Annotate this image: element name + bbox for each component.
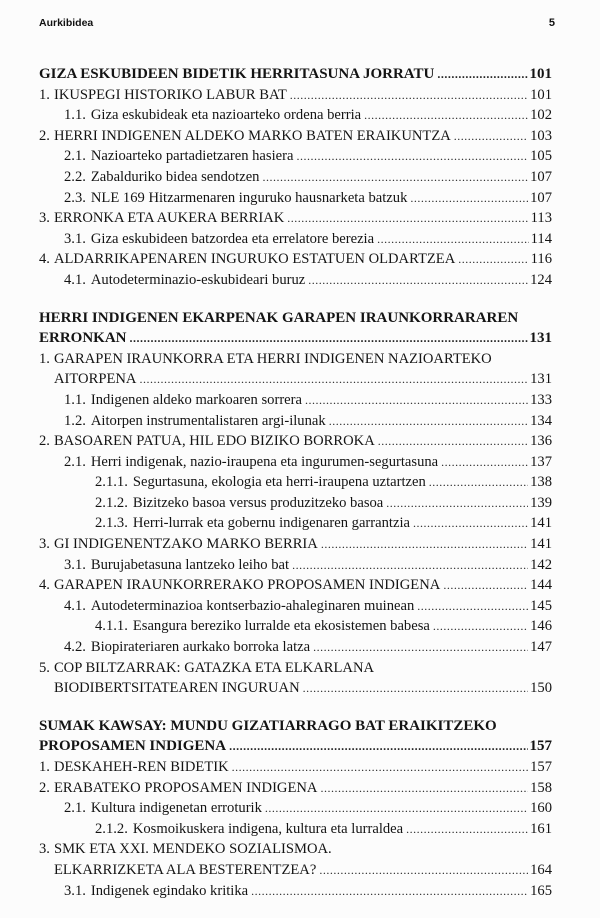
entry-page-number: 157	[530, 759, 552, 775]
toc-entry[interactable]	[39, 208, 552, 229]
entry-number: 2.1.1.	[95, 474, 128, 491]
entry-title	[95, 513, 410, 534]
entry-text: Kosmoikuskera indigena, kultura eta lurraldea	[132, 820, 404, 837]
part-heading-text: ERRONKAN	[39, 330, 127, 347]
part-heading-line[interactable]	[39, 308, 552, 329]
entry-page-number: 103	[530, 127, 552, 144]
entry-page-number: 141	[530, 515, 552, 532]
entry-title	[39, 736, 226, 757]
toc-entry[interactable]	[39, 126, 552, 147]
entry-title	[95, 616, 430, 637]
part-heading-text: SUMAK KAWSAY: MUNDU GIZATIARRAGO BAT ERAIKITZEKO	[39, 717, 497, 734]
dot-leader	[262, 167, 528, 188]
entry-text: Zabalduriko bidea sendotzen	[90, 168, 260, 185]
dot-leader	[417, 596, 528, 617]
entry-page-number: 131	[529, 330, 552, 347]
toc-entry[interactable]	[39, 146, 552, 167]
entry-text: BASOAREN PATUA, HIL EDO BIZIKO BORROKA	[53, 433, 375, 450]
entry-number: 1.1.	[64, 107, 86, 124]
entry-text: Aitorpen instrumentalistaren argi-ilunak	[90, 412, 326, 429]
entry-number: 2.	[39, 433, 50, 450]
dot-leader	[292, 555, 528, 576]
dot-leader	[265, 798, 528, 819]
entry-text: Segurtasuna, ekologia eta herri-iraupena uztartzen	[132, 474, 426, 491]
entry-number: 1.2.	[64, 412, 86, 429]
entry-title	[54, 678, 300, 699]
entry-text: DESKAHEH-REN BIDETIK	[53, 759, 229, 775]
entry-number: 2.1.2.	[95, 820, 128, 837]
entry-text: Kultura indigenetan erroturik	[90, 800, 262, 817]
entry-number: 1.	[39, 759, 50, 775]
dot-leader	[386, 493, 528, 514]
entry-title	[64, 390, 302, 411]
entry-text: Giza eskubideen batzordea eta errelatore berezia	[90, 230, 375, 247]
toc-entry[interactable]	[39, 390, 552, 411]
entry-page-number: 105	[530, 148, 552, 165]
entry-number: 1.1.	[64, 391, 86, 408]
entry-number: 2.1.	[64, 800, 86, 817]
toc-entry-line[interactable]	[39, 658, 552, 679]
running-head	[39, 17, 555, 29]
toc-entry[interactable]	[39, 452, 552, 473]
entry-number: 4.1.1.	[95, 618, 128, 635]
toc-entry[interactable]	[39, 575, 552, 596]
entry-text: BIODIBERTSITATEAREN INGURUAN	[54, 680, 300, 697]
dot-leader	[406, 819, 528, 840]
entry-page-number: 147	[530, 639, 552, 656]
page-number: 5	[548, 17, 555, 29]
part-heading-text: GIZA ESKUBIDEEN BIDETIK HERRITASUNA JORRATU	[39, 66, 435, 82]
dot-leader	[130, 328, 528, 349]
dot-leader	[329, 411, 528, 432]
dot-leader	[454, 126, 528, 147]
entry-title	[39, 328, 127, 349]
toc-entry[interactable]	[39, 249, 552, 270]
entry-title	[39, 575, 440, 596]
entry-number: 2.3.	[64, 189, 86, 206]
entry-page-number: 164	[530, 861, 552, 878]
dot-leader	[290, 85, 528, 106]
entry-number: 2.	[39, 127, 50, 144]
entry-title	[39, 208, 284, 229]
entry-title	[64, 270, 305, 291]
dot-leader	[320, 778, 528, 799]
entry-number: 2.2.	[64, 168, 86, 185]
entry-text: Autodeterminazio-eskubideari buruz	[90, 271, 306, 288]
entry-page-number: 124	[530, 271, 552, 288]
toc-entry[interactable]	[39, 778, 552, 799]
entry-title	[95, 472, 426, 493]
entry-text: GARAPEN IRAUNKORRERAKO PROPOSAMEN INDIGENA	[53, 577, 441, 594]
toc-entry[interactable]	[39, 188, 552, 209]
entry-page-number: 144	[530, 577, 552, 594]
dot-leader	[139, 369, 528, 390]
dot-leader	[429, 472, 528, 493]
running-head-title: Aurkibidea	[39, 17, 94, 29]
entry-title	[64, 637, 310, 658]
part-heading-text: PROPOSAMEN INDIGENA	[39, 738, 227, 755]
entry-text: ELKARRIZKETA ALA BESTERENTZEA?	[54, 861, 317, 878]
part-heading-line[interactable]	[39, 716, 552, 737]
toc-part	[39, 716, 552, 901]
dot-leader	[437, 64, 527, 85]
entry-title	[95, 819, 403, 840]
dot-leader	[364, 105, 528, 126]
entry-page-number: 138	[530, 474, 552, 491]
entry-text: Biopirateriaren aurkako borroka latza	[90, 639, 311, 656]
entry-page-number: 150	[530, 680, 552, 697]
entry-text: Herri-lurrak eta gobernu indigenaren garrantzia	[132, 515, 410, 532]
entry-title	[39, 757, 229, 778]
toc-entry[interactable]	[39, 513, 552, 534]
entry-number: 3.1.	[64, 556, 86, 573]
toc-entry[interactable]	[39, 472, 552, 493]
entry-title	[64, 188, 407, 209]
dot-leader	[410, 188, 528, 209]
entry-title	[39, 249, 455, 270]
toc-entry[interactable]	[39, 229, 552, 250]
toc-entry[interactable]	[39, 493, 552, 514]
toc-entry[interactable]	[39, 616, 552, 637]
dot-leader	[441, 452, 528, 473]
toc-entry[interactable]	[39, 637, 552, 658]
entry-title	[64, 881, 248, 902]
entry-page-number: 133	[530, 391, 552, 408]
entry-page-number: 141	[530, 536, 552, 553]
dot-leader	[305, 390, 528, 411]
toc-entry[interactable]	[39, 270, 552, 291]
entry-text: Autodeterminazioa kontserbazio-ahaleginaren muinean	[90, 597, 415, 614]
dot-leader	[319, 860, 528, 881]
entry-title	[64, 167, 259, 188]
entry-number: 4.1.	[64, 597, 86, 614]
dot-leader	[303, 678, 528, 699]
dot-leader	[443, 575, 528, 596]
dot-leader	[378, 431, 528, 452]
entry-page-number: 165	[530, 882, 552, 899]
entry-page-number: 158	[530, 779, 552, 796]
dot-leader	[377, 229, 529, 250]
toc-entry[interactable]	[39, 798, 552, 819]
toc-entry[interactable]	[39, 555, 552, 576]
entry-title	[64, 229, 374, 250]
toc-entry[interactable]	[39, 678, 552, 699]
table-of-contents	[39, 64, 552, 918]
entry-title	[95, 493, 383, 514]
entry-page-number: 101	[529, 66, 552, 82]
entry-page-number: 145	[530, 597, 552, 614]
entry-title	[54, 369, 136, 390]
dot-leader	[251, 881, 528, 902]
toc-entry[interactable]	[39, 534, 552, 555]
entry-title	[64, 452, 438, 473]
toc-entry[interactable]	[39, 860, 552, 881]
dot-leader	[313, 637, 528, 658]
entry-number: 3.	[39, 841, 50, 858]
entry-text: HERRI INDIGENEN ALDEKO MARKO BATEN ERAIKUNTZA	[53, 127, 451, 144]
entry-title	[39, 126, 451, 147]
entry-text: ERABATEKO PROPOSAMEN INDIGENA	[53, 779, 318, 796]
entry-title	[54, 860, 316, 881]
entry-number: 4.2.	[64, 639, 86, 656]
entry-text: Nazioarteko partadietzaren hasiera	[90, 148, 294, 165]
dot-leader	[308, 270, 528, 291]
toc-entry[interactable]	[39, 757, 552, 778]
entry-title	[64, 146, 293, 167]
toc-entry[interactable]	[39, 85, 552, 106]
dot-leader	[232, 757, 528, 778]
entry-page-number: 107	[530, 168, 552, 185]
entry-title	[64, 555, 289, 576]
entry-title	[64, 411, 326, 432]
entry-text: GI INDIGENENTZAKO MARKO BERRIA	[53, 536, 318, 553]
entry-number: 3.	[39, 210, 50, 227]
entry-text: ERRONKA ETA AUKERA BERRIAK	[53, 210, 285, 227]
entry-page-number: 113	[530, 210, 552, 227]
entry-text: Burujabetasuna lantzeko leiho bat	[90, 556, 290, 573]
entry-number: 4.1.	[64, 271, 86, 288]
toc-entry[interactable]	[39, 881, 552, 902]
entry-text: NLE 169 Hitzarmenaren inguruko hausnarketa batzuk	[90, 189, 408, 206]
entry-number: 2.1.3.	[95, 515, 128, 532]
toc-part	[39, 64, 552, 291]
entry-number: 3.	[39, 536, 50, 553]
entry-page-number: 116	[530, 251, 552, 268]
entry-number: 2.	[39, 779, 50, 796]
entry-text: COP BILTZARRAK: GATAZKA ETA ELKARLANA	[53, 659, 375, 676]
toc-part	[39, 308, 552, 699]
entry-number: 4.	[39, 251, 50, 268]
dot-leader	[287, 208, 528, 229]
toc-entry[interactable]	[39, 369, 552, 390]
dot-leader	[433, 616, 528, 637]
entry-text: Indigenen aldeko markoaren sorrera	[90, 391, 302, 408]
entry-title	[64, 798, 262, 819]
entry-page-number: 142	[530, 556, 552, 573]
dot-leader	[321, 534, 528, 555]
dot-leader	[229, 736, 527, 757]
entry-text: Esangura bereziko lurralde eta ekosistemen babesa	[132, 618, 430, 635]
entry-number: 1.	[39, 86, 50, 103]
entry-page-number: 107	[530, 189, 552, 206]
entry-number: 2.1.2.	[95, 494, 128, 511]
entry-number: 2.1.	[64, 148, 86, 165]
entry-number: 5.	[39, 659, 50, 676]
entry-text: Indigenek egindako kritika	[90, 882, 249, 899]
toc-entry[interactable]	[39, 819, 552, 840]
entry-number: 3.1.	[64, 882, 86, 899]
entry-page-number: 102	[530, 107, 552, 124]
entry-text: Herri indigenak, nazio-iraupena eta ingurumen-segurtasuna	[90, 453, 439, 470]
entry-text: ALDARRIKAPENAREN INGURUKO ESTATUEN OLDARTZEA	[53, 251, 456, 268]
entry-text: Bizitzeko basoa versus produzitzeko basoa	[132, 494, 384, 511]
toc-entry[interactable]	[39, 596, 552, 617]
toc-entry-line[interactable]	[39, 349, 552, 370]
entry-page-number: 146	[530, 618, 552, 635]
toc-entry[interactable]	[39, 431, 552, 452]
dot-leader	[458, 249, 528, 270]
entry-page-number: 137	[530, 453, 552, 470]
dot-leader	[296, 146, 528, 167]
entry-title	[39, 85, 287, 106]
entry-page-number: 139	[530, 494, 552, 511]
toc-entry[interactable]	[39, 167, 552, 188]
entry-text: GARAPEN IRAUNKORRA ETA HERRI INDIGENEN NAZIOARTEKO	[53, 350, 492, 367]
entry-page-number: 136	[530, 433, 552, 450]
entry-page-number: 160	[530, 800, 552, 817]
entry-page-number: 101	[530, 86, 552, 103]
part-heading[interactable]	[39, 736, 552, 757]
toc-entry[interactable]	[39, 411, 552, 432]
entry-number: 2.1.	[64, 453, 86, 470]
entry-title	[39, 778, 317, 799]
entry-title	[39, 64, 434, 85]
entry-page-number: 134	[530, 412, 552, 429]
entry-number: 3.1.	[64, 230, 86, 247]
entry-title	[64, 105, 361, 126]
part-heading-text: HERRI INDIGENEN EKARPENAK GARAPEN IRAUNKORRARAREN	[39, 309, 519, 326]
entry-text: IKUSPEGI HISTORIKO LABUR BAT	[53, 86, 287, 103]
entry-page-number: 114	[530, 230, 552, 247]
entry-text: Giza eskubideak eta nazioarteko ordena berria	[90, 107, 362, 124]
toc-entry[interactable]	[39, 105, 552, 126]
entry-page-number: 157	[529, 738, 552, 755]
entry-number: 4.	[39, 577, 50, 594]
entry-page-number: 161	[530, 820, 552, 837]
entry-page-number: 131	[530, 371, 552, 388]
part-heading[interactable]	[39, 328, 552, 349]
toc-entry-line[interactable]	[39, 839, 552, 860]
entry-text: AITORPENA	[54, 371, 137, 388]
entry-title	[39, 431, 375, 452]
entry-title	[39, 534, 318, 555]
part-heading[interactable]	[39, 64, 552, 85]
entry-text: SMK ETA XXI. MENDEKO SOZIALISMOA.	[53, 841, 332, 858]
entry-number: 1.	[39, 350, 50, 367]
dot-leader	[413, 513, 528, 534]
entry-title	[64, 596, 414, 617]
